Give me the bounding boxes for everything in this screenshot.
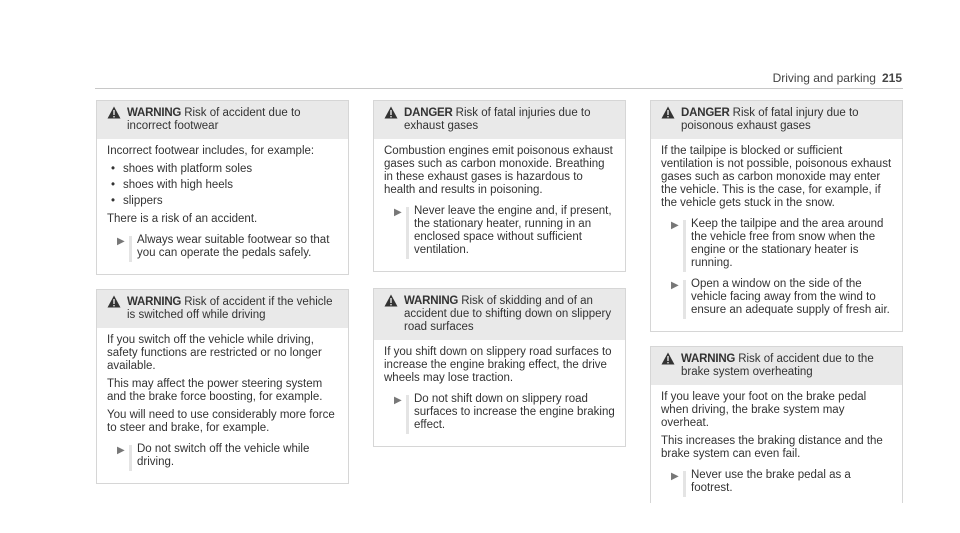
paragraph: You will need to use considerably more force to steer and brake, for example.	[107, 409, 335, 434]
paragraph: If you leave your foot on the brake pedal when driving, the brake system may overheat.	[661, 391, 867, 429]
action-text: Never use the brake pedal as a footrest.	[691, 469, 851, 494]
action-text: Open a window on the side of the vehicle facing away from the wind to ensure an adequate supply of fresh air.	[691, 278, 890, 316]
action-text: Do not switch off the vehicle while driving.	[137, 443, 310, 468]
action-text: Never leave the engine and, if present, the stationary heater, running in an enclosed space without sufficient ventilation.	[414, 205, 612, 256]
warning-triangle-icon	[661, 106, 675, 119]
warning-title: Risk of fatal injury due to poisonous exhaust gases	[681, 107, 859, 132]
paragraph: Combustion engines emit poisonous exhaust gases such as carbon monoxide. Breathing in these exhaust gases is hazardous to health and results in poisoning.	[384, 145, 613, 196]
warning-header	[97, 101, 348, 139]
paragraph: If you switch off the vehicle while driving, safety functions are restricted or no longer available.	[107, 334, 322, 372]
paragraph: If the tailpipe is blocked or sufficient ventilation is not possible, poisonous exhaust gases such as carbon monoxide may enter the vehicle. This is the case, for example, if the vehicle gets stuck in the snow.	[661, 145, 892, 209]
warning-header	[374, 289, 625, 340]
action-bar	[129, 236, 132, 262]
action-step	[117, 234, 338, 260]
action-text: Keep the tailpipe and the area around the vehicle free from snow when the engine or the stationary heater is running.	[691, 218, 884, 269]
warning-body	[97, 328, 348, 483]
warning-box-switch-off	[96, 289, 349, 484]
column-3	[650, 100, 903, 503]
list-item: • shoes with platform soles	[107, 163, 338, 176]
warning-body	[374, 340, 625, 446]
paragraph: Incorrect footwear includes, for example:	[107, 145, 315, 157]
action-text: Always wear suitable footwear so that you can operate the pedals safely.	[137, 234, 330, 259]
action-bar	[683, 280, 686, 319]
signal-word: WARNING	[681, 353, 736, 365]
signal-word: WARNING	[127, 107, 182, 119]
page-header	[773, 71, 902, 85]
warning-triangle-icon	[384, 294, 398, 307]
list-item: • slippers	[107, 195, 338, 208]
paragraph: This increases the braking distance and the brake system can even fail.	[661, 435, 883, 460]
action-arrow-icon: ▶	[671, 220, 679, 231]
column-1	[96, 100, 349, 484]
action-bar	[129, 445, 132, 471]
action-arrow-icon: ▶	[117, 236, 125, 247]
warning-title: Risk of accident if the vehicle is switched off while driving	[127, 296, 333, 321]
warning-header	[651, 347, 902, 385]
action-bar	[683, 471, 686, 497]
warning-title: Risk of accident due to the brake system overheating	[681, 353, 874, 378]
action-step	[671, 469, 892, 495]
column-2	[373, 100, 626, 447]
warning-body	[651, 139, 902, 331]
bullet-list	[107, 163, 338, 208]
paragraph: There is a risk of an accident.	[107, 213, 258, 225]
action-bar	[406, 395, 409, 434]
warning-triangle-icon	[661, 352, 675, 365]
warning-triangle-icon	[107, 295, 121, 308]
warning-header	[374, 101, 625, 139]
warning-body	[97, 139, 348, 274]
action-arrow-icon: ▶	[671, 280, 679, 291]
signal-word: WARNING	[404, 295, 459, 307]
action-arrow-icon: ▶	[394, 207, 402, 218]
signal-word: DANGER	[404, 107, 453, 119]
warning-title: Risk of fatal injuries due to exhaust gases	[404, 107, 591, 132]
warning-box-skidding	[373, 288, 626, 447]
list-item: • shoes with high heels	[107, 179, 338, 192]
warning-title: Risk of skidding and of an accident due to shifting down on slippery road surfaces	[404, 295, 612, 333]
action-step	[671, 218, 892, 270]
paragraph: If you shift down on slippery road surfaces to increase the engine braking effect, the drive wheels may lose traction.	[384, 346, 612, 384]
action-step	[394, 205, 615, 257]
action-bar	[683, 220, 686, 272]
warning-triangle-icon	[384, 106, 398, 119]
danger-box-tailpipe	[650, 100, 903, 332]
action-step	[394, 393, 615, 432]
warning-body	[374, 139, 625, 271]
action-text: Do not shift down on slippery road surfaces to increase the engine braking effect.	[414, 393, 615, 431]
warning-header	[651, 101, 902, 139]
signal-word: WARNING	[127, 296, 182, 308]
action-bar	[406, 207, 409, 259]
action-step	[117, 443, 338, 469]
paragraph: This may affect the power steering system and the brake force boosting, for example.	[107, 378, 323, 403]
warning-header	[97, 290, 348, 328]
warning-box-brake	[650, 346, 903, 503]
action-step	[671, 278, 892, 317]
action-arrow-icon: ▶	[117, 445, 125, 456]
page-number: 215	[881, 71, 902, 85]
warning-title: Risk of accident due to incorrect footwear	[127, 107, 301, 132]
warning-box-footwear	[96, 100, 349, 275]
warning-body	[651, 385, 902, 503]
warning-triangle-icon	[107, 106, 121, 119]
action-arrow-icon: ▶	[394, 395, 402, 406]
danger-box-exhaust	[373, 100, 626, 272]
section-title: Driving and parking	[772, 71, 876, 85]
header-rule	[95, 88, 903, 89]
signal-word: DANGER	[681, 107, 730, 119]
action-arrow-icon: ▶	[671, 471, 679, 482]
